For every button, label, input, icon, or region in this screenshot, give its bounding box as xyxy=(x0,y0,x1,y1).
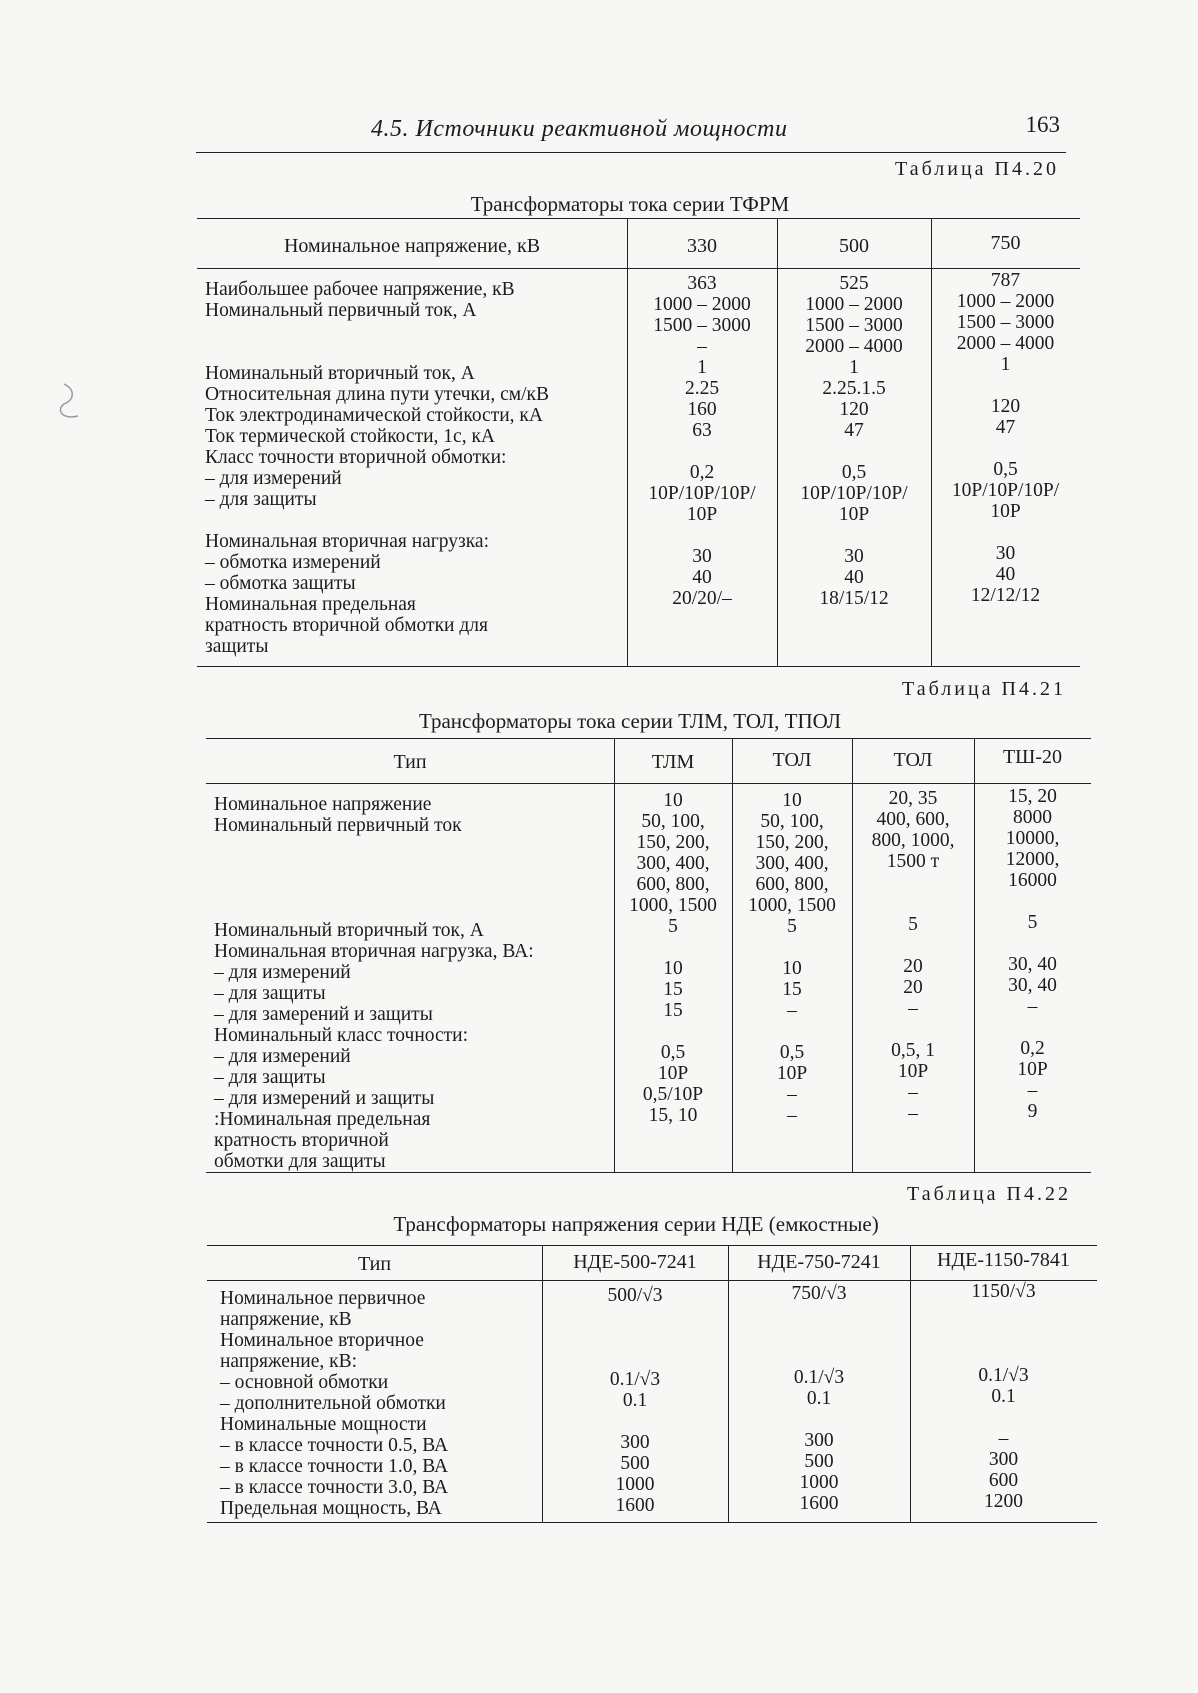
value-column-tsh-20 xyxy=(974,786,1091,1122)
value-cell xyxy=(931,375,1080,396)
value-cell: 600 xyxy=(988,1470,1019,1491)
param-label: Номинальная предельная xyxy=(205,594,416,615)
header-cell-tol: ТОЛ xyxy=(772,749,812,771)
value-column-tlm xyxy=(614,790,732,1126)
value-cell xyxy=(728,1304,910,1325)
value-cell: 50, 100, xyxy=(641,811,705,832)
value-cell xyxy=(732,937,852,958)
value-cell: 0,5, 1 xyxy=(891,1040,935,1061)
value-cell: 1000 – 2000 xyxy=(653,294,751,315)
value-cell: 10Р xyxy=(990,501,1021,522)
param-label xyxy=(214,857,614,878)
table-label-p4-20: Таблица П4.20 xyxy=(895,158,1059,180)
value-cell: – xyxy=(998,1428,1009,1449)
value-cell: – xyxy=(908,1103,918,1124)
value-cell: 120 xyxy=(990,396,1021,417)
value-cell: 63 xyxy=(692,420,712,441)
value-cell: 30 xyxy=(844,546,864,567)
param-label xyxy=(205,321,625,342)
value-cell: 1150/√3 xyxy=(971,1281,1036,1302)
value-cell: 0,5/10Р xyxy=(642,1084,704,1105)
param-label: обмотки для защиты xyxy=(214,1151,386,1172)
value-cell xyxy=(974,891,1091,912)
value-cell: 12/12/12 xyxy=(970,585,1041,606)
param-label: Номинальное первичное xyxy=(220,1288,426,1309)
value-cell: 20 xyxy=(903,956,923,977)
value-cell: 600, 800, xyxy=(636,874,710,895)
value-cell xyxy=(910,1323,1097,1344)
value-column-tol xyxy=(732,790,852,1126)
value-cell: 600, 800, xyxy=(755,874,829,895)
value-cell: 2.25 xyxy=(684,378,720,399)
param-label: – для измерений xyxy=(214,1046,351,1067)
value-cell: 15 xyxy=(782,979,802,1000)
value-cell: 10Р/10Р/10Р/ xyxy=(951,480,1060,501)
page-number: 163 xyxy=(1025,112,1060,137)
value-cell: – xyxy=(787,1000,797,1021)
value-cell: 10Р xyxy=(686,504,718,525)
value-cell: 0,2 xyxy=(689,462,715,483)
value-cell: 30 xyxy=(692,546,712,567)
table-label-p4-22: Таблица П4.22 xyxy=(907,1183,1071,1205)
value-cell: 0.1 xyxy=(806,1388,832,1409)
param-label: Номинальный первичный ток xyxy=(214,815,462,836)
value-cell: 800, 1000, xyxy=(871,830,955,851)
value-cell: 10Р xyxy=(1017,1059,1048,1080)
param-label: – обмотка защиты xyxy=(205,573,356,594)
table-caption-p4-21: Трансформаторы тока серии ТЛМ, ТОЛ, ТПОЛ xyxy=(418,709,842,733)
value-cell: 0.1/√3 xyxy=(978,1365,1029,1386)
value-cell: 150, 200, xyxy=(636,832,710,853)
header-cell-type: Тип xyxy=(393,751,427,773)
param-label: Наибольшее рабочее напряжение, кВ xyxy=(205,279,515,300)
value-cell xyxy=(777,441,931,462)
value-cell xyxy=(910,1407,1097,1428)
table-p4-20 xyxy=(197,218,1080,668)
value-cell: 10Р xyxy=(838,504,870,525)
value-cell: 15, 10 xyxy=(648,1105,698,1126)
value-cell xyxy=(910,1302,1097,1323)
value-cell xyxy=(910,1344,1097,1365)
value-cell: 1000 xyxy=(799,1472,839,1493)
param-label: Относительная длина пути утечки, см/кВ xyxy=(205,384,549,405)
param-label: Номинальный первичный ток, А xyxy=(205,300,477,321)
value-cell: 1000, 1500 xyxy=(748,895,836,916)
value-cell xyxy=(931,522,1080,543)
value-cell: 10 xyxy=(663,790,683,811)
value-cell: – xyxy=(908,1082,918,1103)
value-cell: 2000 – 4000 xyxy=(805,336,903,357)
value-cell: 15 xyxy=(663,1000,683,1021)
value-column-750 xyxy=(931,270,1080,606)
value-cell: 300, 400, xyxy=(636,853,710,874)
running-head xyxy=(196,112,1066,153)
param-label: Ток термической стойкости, 1с, кА xyxy=(205,426,495,447)
value-cell xyxy=(974,1017,1091,1038)
pencil-mark xyxy=(52,380,102,430)
value-cell: 10Р xyxy=(897,1061,929,1082)
value-cell: 150, 200, xyxy=(755,832,829,853)
value-cell xyxy=(732,1021,852,1042)
param-label: – основной обмотки xyxy=(220,1372,389,1393)
value-cell: 5 xyxy=(1027,912,1038,933)
value-cell xyxy=(852,935,974,956)
header-cell-nde-1150: НДЕ-1150-7841 xyxy=(937,1249,1070,1271)
param-label: Класс точности вторичной обмотки: xyxy=(205,447,507,468)
value-cell: 20/20/– xyxy=(672,588,732,609)
param-label xyxy=(214,836,614,857)
value-cell: 1600 xyxy=(799,1493,839,1514)
value-cell: 40 xyxy=(844,567,864,588)
value-column-nde-750 xyxy=(728,1283,910,1514)
value-cell: 1000, 1500 xyxy=(629,895,717,916)
param-label: Ток электродинамической стойкости, кА xyxy=(205,405,543,426)
value-cell: 525 xyxy=(839,273,869,294)
header-cell-750: 750 xyxy=(990,232,1021,254)
value-cell xyxy=(728,1346,910,1367)
value-cell: 16000 xyxy=(1008,870,1057,891)
value-cell xyxy=(728,1409,910,1430)
value-cell: 10 xyxy=(782,958,802,979)
header-cell-330: 330 xyxy=(687,235,717,257)
value-cell: 9 xyxy=(1027,1101,1038,1122)
param-label: Номинальные мощности xyxy=(220,1414,427,1435)
value-cell: 0,2 xyxy=(1020,1038,1045,1059)
value-cell xyxy=(627,441,777,462)
value-cell: 47 xyxy=(995,417,1016,438)
value-cell: 5 xyxy=(668,916,678,937)
value-cell: 10Р xyxy=(657,1063,689,1084)
param-label xyxy=(205,342,625,363)
value-cell: 10 xyxy=(663,958,683,979)
value-cell: 160 xyxy=(687,399,717,420)
param-label: – для защиты xyxy=(214,983,326,1004)
header-cell-500: 500 xyxy=(839,235,869,257)
param-label: Номинальное вторичное xyxy=(220,1330,424,1351)
value-cell: 787 xyxy=(990,270,1021,291)
value-cell: 300 xyxy=(804,1430,834,1451)
value-cell: 300, 400, xyxy=(755,853,829,874)
param-column xyxy=(205,279,625,657)
table-p4-22 xyxy=(207,1245,1097,1527)
value-cell xyxy=(542,1306,728,1327)
value-cell: 363 xyxy=(687,273,717,294)
value-cell: – xyxy=(787,1084,797,1105)
value-cell xyxy=(542,1348,728,1369)
value-cell: 0.1/√3 xyxy=(793,1367,845,1388)
value-cell xyxy=(974,933,1091,954)
section-title: 4.5. Источники реактивной мощности xyxy=(371,116,788,142)
param-label: – в классе точности 0.5, ВА xyxy=(220,1435,449,1456)
param-label xyxy=(214,899,614,920)
value-cell: 1000 – 2000 xyxy=(805,294,903,315)
value-cell: 1500 – 3000 xyxy=(956,312,1055,333)
value-cell: 15, 20 xyxy=(1008,786,1057,807)
value-cell xyxy=(542,1327,728,1348)
param-label: :Номинальная предельная xyxy=(214,1109,431,1130)
value-cell: 1600 xyxy=(615,1495,655,1516)
value-cell: 30, 40 xyxy=(1008,954,1057,975)
param-label: Номинальная вторичная нагрузка: xyxy=(205,531,490,552)
value-cell: 10000, xyxy=(1005,828,1060,849)
value-column-500 xyxy=(777,273,931,609)
value-cell: 15 xyxy=(663,979,683,1000)
value-cell: 10Р/10Р/10Р/ xyxy=(800,483,908,504)
value-cell: 2.25.1.5 xyxy=(822,378,886,399)
value-column-330 xyxy=(627,273,777,609)
param-label: – дополнительной обмотки xyxy=(220,1393,446,1414)
value-cell: 10 xyxy=(782,790,802,811)
param-column xyxy=(214,794,614,1172)
param-label: напряжение, кВ: xyxy=(220,1351,358,1372)
header-cell-nde-500: НДЕ-500-7241 xyxy=(573,1251,697,1273)
value-cell: 0,5 xyxy=(993,459,1018,480)
value-cell: 0.1/√3 xyxy=(609,1369,661,1390)
param-label: – для защиты xyxy=(205,489,317,510)
value-cell: – xyxy=(697,336,707,357)
value-cell: 400, 600, xyxy=(876,809,950,830)
value-cell: 8000 xyxy=(1013,807,1052,828)
value-cell xyxy=(852,872,974,893)
param-label: – обмотка измерений xyxy=(205,552,381,573)
value-cell: – xyxy=(787,1105,797,1126)
value-cell: 1 xyxy=(849,357,859,378)
value-cell: 1 xyxy=(697,357,707,378)
header-cell-tol-2: ТОЛ xyxy=(893,749,933,771)
value-cell xyxy=(614,937,732,958)
value-cell xyxy=(542,1411,728,1432)
param-label: Номинальный вторичный ток, А xyxy=(214,920,484,941)
header-cell-tlm: ТЛМ xyxy=(651,751,695,773)
value-cell: 5 xyxy=(787,916,797,937)
param-label: Номинальная вторичная нагрузка, ВА: xyxy=(214,941,534,962)
table-caption-p4-22: Трансформаторы напряжения серии НДЕ (емкостные) xyxy=(393,1212,879,1236)
value-cell: 500 xyxy=(804,1451,834,1472)
header-cell-param: Номинальное напряжение, кВ xyxy=(283,235,541,257)
value-cell: 1500 – 3000 xyxy=(653,315,751,336)
value-cell: 5 xyxy=(908,914,918,935)
value-cell xyxy=(852,893,974,914)
value-cell: 0,5 xyxy=(841,462,867,483)
value-cell xyxy=(728,1325,910,1346)
value-cell xyxy=(614,1021,732,1042)
value-cell: 10Р/10Р/10Р/ xyxy=(648,483,756,504)
param-label xyxy=(205,510,625,531)
value-cell: 300 xyxy=(620,1432,650,1453)
value-cell: 47 xyxy=(844,420,864,441)
value-cell: 0,5 xyxy=(660,1042,686,1063)
table-label-p4-21: Таблица П4.21 xyxy=(902,678,1066,700)
value-cell: 30 xyxy=(995,543,1016,564)
value-cell: 2000 – 4000 xyxy=(956,333,1055,354)
value-cell: 1500 т xyxy=(886,851,940,872)
param-label: кратность вторичной xyxy=(214,1130,389,1151)
value-cell: 1000 xyxy=(615,1474,655,1495)
value-cell: 1000 – 2000 xyxy=(956,291,1055,312)
value-cell: 0.1 xyxy=(991,1386,1016,1407)
param-label: Предельная мощность, ВА xyxy=(220,1498,442,1519)
value-column-nde-1150 xyxy=(910,1281,1097,1512)
value-cell: 30, 40 xyxy=(1008,975,1057,996)
header-cell-nde-750: НДЕ-750-7241 xyxy=(757,1251,881,1273)
header-cell-type: Тип xyxy=(357,1253,392,1275)
value-cell: 1200 xyxy=(984,1491,1023,1512)
value-cell: 50, 100, xyxy=(760,811,824,832)
param-label: защиты xyxy=(205,636,269,657)
header-cell-tsh-20: ТШ-20 xyxy=(1002,746,1063,768)
param-label: – для измерений и защиты xyxy=(214,1088,435,1109)
value-column-nde-500 xyxy=(542,1285,728,1516)
value-cell: 18/15/12 xyxy=(819,588,889,609)
value-cell: 300 xyxy=(988,1449,1019,1470)
value-cell: – xyxy=(1027,1080,1038,1101)
param-label: – для замерений и защиты xyxy=(214,1004,433,1025)
value-cell: 10Р xyxy=(776,1063,808,1084)
value-cell: – xyxy=(1027,996,1038,1017)
param-label: Номинальный класс точности: xyxy=(214,1025,469,1046)
value-cell xyxy=(852,1019,974,1040)
table-caption-p4-20: Трансформаторы тока серии ТФРМ xyxy=(470,192,790,216)
value-cell: – xyxy=(908,998,918,1019)
value-cell: 20 xyxy=(903,977,923,998)
value-cell: 120 xyxy=(839,399,869,420)
value-cell: 750/√3 xyxy=(791,1283,847,1304)
value-cell: 500 xyxy=(620,1453,650,1474)
param-label: – в классе точности 3.0, ВА xyxy=(220,1477,449,1498)
value-cell: 0,5 xyxy=(779,1042,805,1063)
param-column xyxy=(220,1288,540,1519)
param-label: – для измерений xyxy=(205,468,342,489)
value-cell: 500/√3 xyxy=(607,1285,663,1306)
value-cell xyxy=(627,525,777,546)
param-label xyxy=(214,878,614,899)
value-cell: 1 xyxy=(1000,354,1011,375)
param-label: Номинальное напряжение xyxy=(214,794,432,815)
value-cell: 40 xyxy=(995,564,1016,585)
table-p4-21 xyxy=(206,738,1091,1178)
value-cell: 20, 35 xyxy=(888,788,938,809)
param-label: кратность вторичной обмотки для xyxy=(205,615,488,636)
value-cell: 12000, xyxy=(1005,849,1060,870)
param-label: – в классе точности 1.0, ВА xyxy=(220,1456,449,1477)
param-label: – для защиты xyxy=(214,1067,326,1088)
value-column-tol-2 xyxy=(852,788,974,1124)
param-label: напряжение, кВ xyxy=(220,1309,352,1330)
param-label: Номинальный вторичный ток, А xyxy=(205,363,475,384)
value-cell: 0.1 xyxy=(622,1390,648,1411)
param-label: – для измерений xyxy=(214,962,351,983)
value-cell xyxy=(931,438,1080,459)
value-cell: 1500 – 3000 xyxy=(805,315,903,336)
value-cell xyxy=(777,525,931,546)
value-cell: 40 xyxy=(692,567,712,588)
